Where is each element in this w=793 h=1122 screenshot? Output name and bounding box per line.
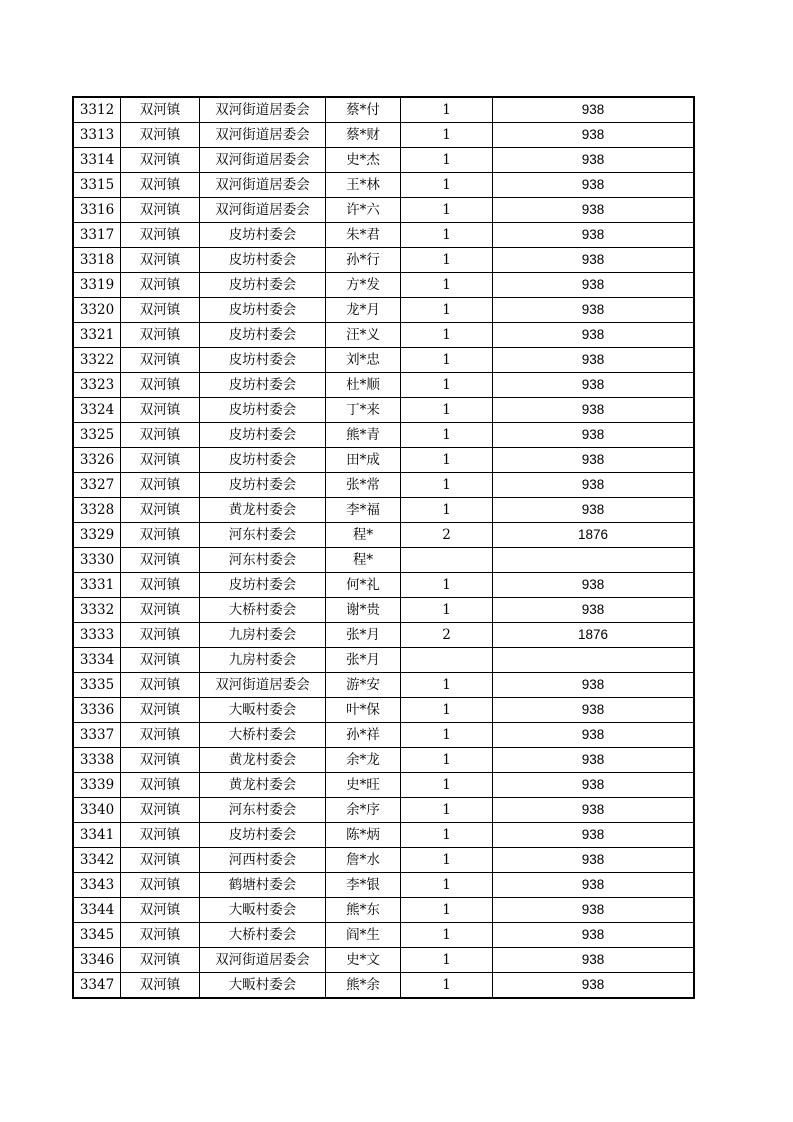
cell-town: 双河镇 (121, 573, 200, 598)
cell-count: 2 (401, 523, 493, 548)
cell-id: 3315 (73, 173, 121, 198)
cell-name: 陈*炳 (326, 823, 401, 848)
cell-name: 余*序 (326, 798, 401, 823)
cell-amount: 938 (493, 123, 695, 148)
cell-village: 皮坊村委会 (200, 298, 326, 323)
cell-count (401, 648, 493, 673)
cell-village: 皮坊村委会 (200, 323, 326, 348)
cell-count: 1 (401, 773, 493, 798)
cell-name: 龙*月 (326, 298, 401, 323)
cell-name: 熊*青 (326, 423, 401, 448)
cell-id: 3320 (73, 298, 121, 323)
table-row (73, 673, 694, 698)
cell-count: 1 (401, 973, 493, 999)
cell-town: 双河镇 (121, 848, 200, 873)
cell-id: 3325 (73, 423, 121, 448)
cell-amount: 938 (493, 723, 695, 748)
cell-town: 双河镇 (121, 248, 200, 273)
cell-name: 叶*保 (326, 698, 401, 723)
cell-village: 皮坊村委会 (200, 448, 326, 473)
cell-count: 1 (401, 273, 493, 298)
cell-amount: 938 (493, 448, 695, 473)
table-row (73, 448, 694, 473)
cell-amount: 938 (493, 273, 695, 298)
cell-village: 大桥村委会 (200, 598, 326, 623)
cell-id: 3313 (73, 123, 121, 148)
table-row (73, 548, 694, 573)
cell-village: 黄龙村委会 (200, 748, 326, 773)
cell-village: 河西村委会 (200, 848, 326, 873)
cell-id: 3333 (73, 623, 121, 648)
cell-village: 皮坊村委会 (200, 223, 326, 248)
cell-town: 双河镇 (121, 748, 200, 773)
cell-village: 黄龙村委会 (200, 498, 326, 523)
cell-count: 1 (401, 948, 493, 973)
cell-name: 何*礼 (326, 573, 401, 598)
cell-name: 孙*行 (326, 248, 401, 273)
cell-id: 3345 (73, 923, 121, 948)
cell-count (401, 548, 493, 573)
cell-village: 黄龙村委会 (200, 773, 326, 798)
cell-count: 1 (401, 323, 493, 348)
cell-id: 3334 (73, 648, 121, 673)
cell-name: 许*六 (326, 198, 401, 223)
cell-amount: 938 (493, 973, 695, 999)
cell-id: 3332 (73, 598, 121, 623)
table-row (73, 248, 694, 273)
cell-town: 双河镇 (121, 798, 200, 823)
cell-amount: 938 (493, 198, 695, 223)
cell-town: 双河镇 (121, 348, 200, 373)
cell-count: 1 (401, 848, 493, 873)
table-row (73, 348, 694, 373)
cell-id: 3342 (73, 848, 121, 873)
cell-amount: 938 (493, 323, 695, 348)
cell-count: 1 (401, 423, 493, 448)
table-row (73, 523, 694, 548)
cell-name: 王*林 (326, 173, 401, 198)
cell-village: 双河街道居委会 (200, 198, 326, 223)
cell-count: 1 (401, 248, 493, 273)
cell-name: 汪*义 (326, 323, 401, 348)
cell-name: 李*银 (326, 873, 401, 898)
table-row (73, 373, 694, 398)
cell-town: 双河镇 (121, 973, 200, 999)
cell-id: 3323 (73, 373, 121, 398)
cell-village: 双河街道居委会 (200, 148, 326, 173)
cell-id: 3324 (73, 398, 121, 423)
cell-name: 史*旺 (326, 773, 401, 798)
cell-name: 张*月 (326, 648, 401, 673)
cell-id: 3329 (73, 523, 121, 548)
cell-amount (493, 648, 695, 673)
cell-id: 3343 (73, 873, 121, 898)
cell-village: 皮坊村委会 (200, 348, 326, 373)
cell-town: 双河镇 (121, 298, 200, 323)
cell-count: 1 (401, 97, 493, 123)
cell-amount: 938 (493, 573, 695, 598)
cell-town: 双河镇 (121, 648, 200, 673)
cell-count: 1 (401, 223, 493, 248)
cell-town: 双河镇 (121, 198, 200, 223)
cell-count: 2 (401, 623, 493, 648)
cell-amount: 938 (493, 173, 695, 198)
cell-name: 蔡*付 (326, 97, 401, 123)
table-row (73, 898, 694, 923)
cell-count: 1 (401, 373, 493, 398)
cell-count: 1 (401, 698, 493, 723)
table-row (73, 748, 694, 773)
table-row (73, 723, 694, 748)
cell-town: 双河镇 (121, 498, 200, 523)
cell-village: 皮坊村委会 (200, 373, 326, 398)
cell-id: 3335 (73, 673, 121, 698)
table-row (73, 973, 694, 999)
table-row (73, 598, 694, 623)
table-row (73, 148, 694, 173)
cell-id: 3346 (73, 948, 121, 973)
cell-amount: 938 (493, 773, 695, 798)
cell-id: 3317 (73, 223, 121, 248)
cell-count: 1 (401, 448, 493, 473)
cell-town: 双河镇 (121, 148, 200, 173)
cell-town: 双河镇 (121, 473, 200, 498)
cell-amount: 938 (493, 698, 695, 723)
cell-town: 双河镇 (121, 898, 200, 923)
cell-town: 双河镇 (121, 273, 200, 298)
cell-count: 1 (401, 123, 493, 148)
cell-town: 双河镇 (121, 423, 200, 448)
cell-name: 余*龙 (326, 748, 401, 773)
cell-amount: 1876 (493, 523, 695, 548)
cell-amount: 938 (493, 598, 695, 623)
cell-village: 双河街道居委会 (200, 97, 326, 123)
cell-village: 大桥村委会 (200, 723, 326, 748)
cell-town: 双河镇 (121, 323, 200, 348)
cell-name: 熊*东 (326, 898, 401, 923)
cell-id: 3314 (73, 148, 121, 173)
cell-town: 双河镇 (121, 373, 200, 398)
cell-town: 双河镇 (121, 673, 200, 698)
cell-name: 李*福 (326, 498, 401, 523)
cell-village: 大桥村委会 (200, 923, 326, 948)
cell-name: 丁*来 (326, 398, 401, 423)
cell-name: 孙*祥 (326, 723, 401, 748)
cell-count: 1 (401, 748, 493, 773)
cell-count: 1 (401, 498, 493, 523)
cell-town: 双河镇 (121, 873, 200, 898)
cell-town: 双河镇 (121, 923, 200, 948)
cell-amount: 938 (493, 898, 695, 923)
cell-village: 河东村委会 (200, 798, 326, 823)
cell-amount (493, 548, 695, 573)
table-row (73, 423, 694, 448)
table-row (73, 97, 694, 123)
table-row (73, 273, 694, 298)
cell-count: 1 (401, 823, 493, 848)
cell-amount: 938 (493, 848, 695, 873)
cell-name: 张*常 (326, 473, 401, 498)
cell-amount: 938 (493, 223, 695, 248)
cell-count: 1 (401, 173, 493, 198)
cell-id: 3318 (73, 248, 121, 273)
table-row (73, 848, 694, 873)
cell-amount: 1876 (493, 623, 695, 648)
cell-town: 双河镇 (121, 948, 200, 973)
cell-amount: 938 (493, 673, 695, 698)
cell-amount: 938 (493, 823, 695, 848)
cell-village: 皮坊村委会 (200, 573, 326, 598)
cell-town: 双河镇 (121, 823, 200, 848)
cell-name: 阎*生 (326, 923, 401, 948)
cell-town: 双河镇 (121, 173, 200, 198)
cell-village: 双河街道居委会 (200, 173, 326, 198)
table-row (73, 323, 694, 348)
cell-id: 3340 (73, 798, 121, 823)
table-row (73, 648, 694, 673)
cell-count: 1 (401, 398, 493, 423)
cell-name: 田*成 (326, 448, 401, 473)
cell-town: 双河镇 (121, 223, 200, 248)
cell-id: 3321 (73, 323, 121, 348)
table-row (73, 798, 694, 823)
cell-count: 1 (401, 798, 493, 823)
cell-village: 大畈村委会 (200, 698, 326, 723)
table-row (73, 198, 694, 223)
cell-town: 双河镇 (121, 623, 200, 648)
cell-name: 刘*忠 (326, 348, 401, 373)
cell-name: 史*文 (326, 948, 401, 973)
table-row (73, 173, 694, 198)
cell-village: 皮坊村委会 (200, 273, 326, 298)
cell-town: 双河镇 (121, 97, 200, 123)
cell-count: 1 (401, 723, 493, 748)
cell-amount: 938 (493, 398, 695, 423)
table-row (73, 948, 694, 973)
cell-count: 1 (401, 898, 493, 923)
cell-id: 3337 (73, 723, 121, 748)
cell-name: 朱*君 (326, 223, 401, 248)
cell-town: 双河镇 (121, 548, 200, 573)
cell-town: 双河镇 (121, 773, 200, 798)
cell-amount: 938 (493, 423, 695, 448)
cell-village: 鹤塘村委会 (200, 873, 326, 898)
cell-count: 1 (401, 873, 493, 898)
table-row (73, 923, 694, 948)
cell-name: 游*安 (326, 673, 401, 698)
cell-id: 3326 (73, 448, 121, 473)
cell-count: 1 (401, 673, 493, 698)
cell-count: 1 (401, 598, 493, 623)
cell-town: 双河镇 (121, 723, 200, 748)
cell-amount: 938 (493, 748, 695, 773)
cell-count: 1 (401, 473, 493, 498)
cell-amount: 938 (493, 873, 695, 898)
cell-village: 河东村委会 (200, 523, 326, 548)
cell-town: 双河镇 (121, 398, 200, 423)
cell-village: 双河街道居委会 (200, 123, 326, 148)
cell-count: 1 (401, 573, 493, 598)
cell-amount: 938 (493, 148, 695, 173)
cell-id: 3338 (73, 748, 121, 773)
cell-village: 皮坊村委会 (200, 823, 326, 848)
cell-town: 双河镇 (121, 123, 200, 148)
roster-table (72, 96, 695, 999)
cell-village: 大畈村委会 (200, 898, 326, 923)
table-row (73, 398, 694, 423)
roster-body (73, 97, 694, 998)
cell-amount: 938 (493, 97, 695, 123)
cell-town: 双河镇 (121, 523, 200, 548)
cell-village: 大畈村委会 (200, 973, 326, 999)
cell-id: 3331 (73, 573, 121, 598)
cell-name: 程* (326, 548, 401, 573)
cell-village: 河东村委会 (200, 548, 326, 573)
cell-amount: 938 (493, 498, 695, 523)
table-row (73, 573, 694, 598)
table-row (73, 823, 694, 848)
cell-amount: 938 (493, 948, 695, 973)
cell-village: 九房村委会 (200, 623, 326, 648)
table-row (73, 873, 694, 898)
cell-id: 3327 (73, 473, 121, 498)
cell-village: 皮坊村委会 (200, 473, 326, 498)
cell-name: 杜*顺 (326, 373, 401, 398)
cell-count: 1 (401, 298, 493, 323)
cell-village: 双河街道居委会 (200, 948, 326, 973)
cell-amount: 938 (493, 473, 695, 498)
cell-amount: 938 (493, 298, 695, 323)
cell-name: 熊*余 (326, 973, 401, 999)
cell-amount: 938 (493, 798, 695, 823)
table-row (73, 123, 694, 148)
cell-amount: 938 (493, 348, 695, 373)
table-row (73, 773, 694, 798)
cell-amount: 938 (493, 248, 695, 273)
cell-name: 蔡*财 (326, 123, 401, 148)
table-row (73, 473, 694, 498)
cell-count: 1 (401, 198, 493, 223)
cell-village: 皮坊村委会 (200, 423, 326, 448)
cell-village: 九房村委会 (200, 648, 326, 673)
cell-count: 1 (401, 148, 493, 173)
cell-id: 3322 (73, 348, 121, 373)
table-row (73, 223, 694, 248)
cell-village: 皮坊村委会 (200, 398, 326, 423)
cell-id: 3336 (73, 698, 121, 723)
cell-id: 3347 (73, 973, 121, 999)
cell-count: 1 (401, 348, 493, 373)
cell-name: 谢*贵 (326, 598, 401, 623)
cell-amount: 938 (493, 923, 695, 948)
cell-id: 3316 (73, 198, 121, 223)
cell-village: 双河街道居委会 (200, 673, 326, 698)
cell-id: 3330 (73, 548, 121, 573)
cell-name: 程* (326, 523, 401, 548)
cell-amount: 938 (493, 373, 695, 398)
table-row (73, 623, 694, 648)
cell-town: 双河镇 (121, 698, 200, 723)
cell-name: 方*发 (326, 273, 401, 298)
cell-name: 张*月 (326, 623, 401, 648)
cell-village: 皮坊村委会 (200, 248, 326, 273)
cell-name: 史*杰 (326, 148, 401, 173)
cell-count: 1 (401, 923, 493, 948)
cell-id: 3328 (73, 498, 121, 523)
cell-id: 3312 (73, 97, 121, 123)
cell-id: 3344 (73, 898, 121, 923)
cell-id: 3341 (73, 823, 121, 848)
table-row (73, 298, 694, 323)
cell-name: 詹*水 (326, 848, 401, 873)
cell-id: 3319 (73, 273, 121, 298)
cell-town: 双河镇 (121, 448, 200, 473)
table-row (73, 498, 694, 523)
table-row (73, 698, 694, 723)
cell-town: 双河镇 (121, 598, 200, 623)
cell-id: 3339 (73, 773, 121, 798)
